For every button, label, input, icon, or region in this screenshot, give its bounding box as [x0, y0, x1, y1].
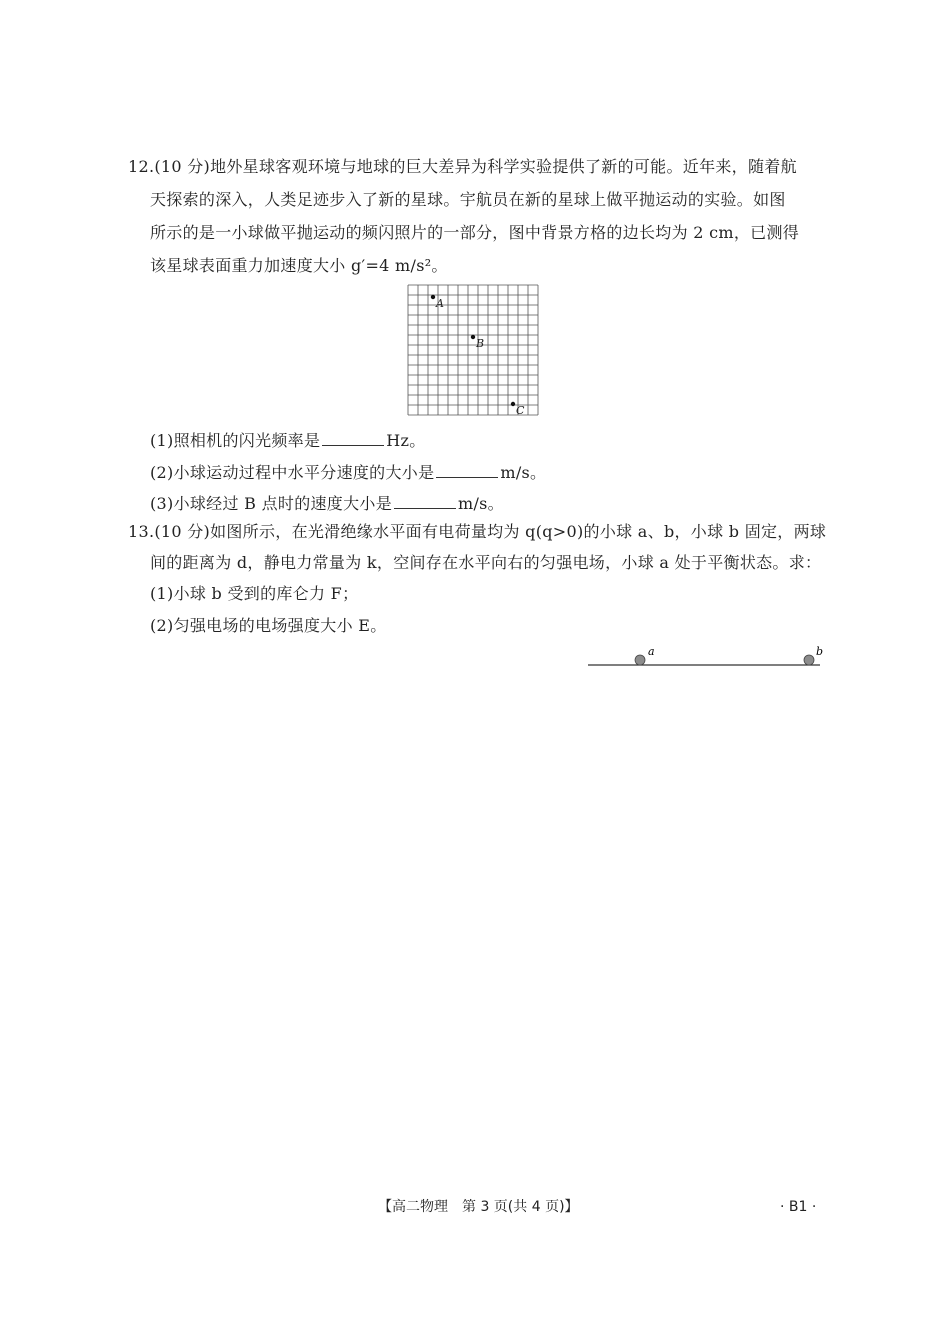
q12-sub-2-unit: m/s。	[500, 463, 547, 482]
q12-sub-3-text: (3)小球经过 B 点时的速度大小是	[150, 494, 392, 513]
q12-sub-3-unit: m/s。	[458, 494, 504, 513]
projectile-grid-figure	[400, 280, 550, 425]
point-b-label: B	[476, 337, 485, 350]
charged-balls-figure	[580, 640, 830, 675]
q12-sub-2-text: (2)小球运动过程中水平分速度的大小是	[150, 463, 435, 482]
point-b	[471, 335, 475, 339]
q13-line-4: (2)匀强电场的电场强度大小 E。	[150, 616, 387, 635]
q13-line-2: 间的距离为 d，静电力常量为 k，空间存在水平向右的匀强电场，小球 a 处于平衡状态。求：	[150, 553, 822, 572]
point-c	[511, 402, 515, 406]
q12-sub-1	[150, 429, 426, 451]
page-footer: 【高二物理 第 3 页(共 4 页)】	[378, 1199, 579, 1215]
q13-line-3: (1)小球 b 受到的库仑力 F；	[150, 584, 359, 603]
q12-line-4: 该星球表面重力加速度大小 g′=4 m/s²。	[150, 256, 448, 275]
q12-sub-1-text: (1)照相机的闪光频率是	[150, 431, 321, 450]
q13-line-1: 13.(10 分)如图所示，在光滑绝缘水平面有电荷量均为 q(q>0)的小球 a、b，小球 b 固定，两球	[128, 522, 827, 541]
point-a-label: A	[436, 297, 444, 310]
version-mark: · B1 ·	[780, 1199, 817, 1215]
q12-sub-2	[150, 461, 546, 483]
answer-blank-1[interactable]	[322, 429, 384, 446]
answer-blank-2[interactable]	[436, 461, 498, 478]
q12-sub-3	[150, 492, 504, 514]
background-grid	[408, 285, 538, 415]
q12-line-2: 天探索的深入，人类足迹步入了新的星球。宇航员在新的星球上做平抛运动的实验。如图	[150, 190, 786, 209]
answer-blank-3[interactable]	[394, 492, 456, 509]
q12-sub-1-unit: Hz。	[386, 431, 426, 450]
q12-line-1: 12.(10 分)地外星球客观环境与地球的巨大差异为科学实验提供了新的可能。近年来，随着航	[128, 157, 797, 176]
ball-b	[804, 655, 814, 665]
point-a	[431, 295, 435, 299]
ball-b-label: b	[816, 645, 824, 658]
ball-a	[635, 655, 645, 665]
point-c-label: C	[516, 404, 525, 417]
ball-a-label: a	[648, 645, 655, 658]
q12-line-3: 所示的是一小球做平抛运动的频闪照片的一部分，图中背景方格的边长均为 2 cm，已测得	[150, 223, 800, 242]
